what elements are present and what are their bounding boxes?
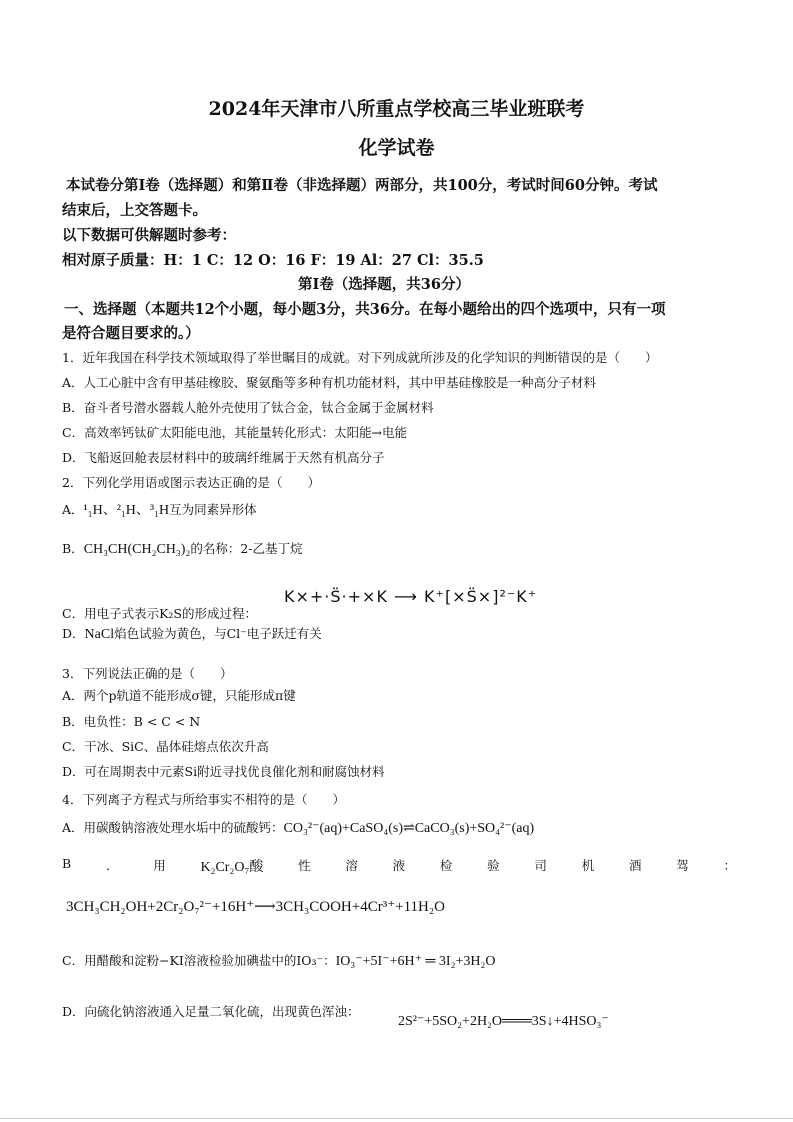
q4-b-char: K₂Cr₂O₇酸: [200, 860, 264, 875]
section-heading: 第Ⅰ卷（选择题，共36分）: [298, 276, 470, 293]
q3-option-d: D．可在周期表中元素Si附近寻找优良催化剂和耐腐蚀材料: [62, 764, 385, 779]
q4-b-char: 机: [581, 858, 595, 873]
q2-b-formula: CH₃CH(CH₂CH₃)₂: [83, 542, 191, 557]
q4-option-d: D．向硫化钠溶液通入足量二氧化硫，出现黄色浑浊：: [62, 1004, 360, 1019]
q2-option-c: C．用电子式表示K₂S的形成过程：: [62, 606, 257, 621]
q4-option-c: [62, 951, 495, 970]
section-instructions-1: 一、选择题（本题共12个小题，每小题3分，共36分。在每小题给出的四个选项中，只有一项: [64, 301, 666, 318]
q4-c-text: C．用醋酸和淀粉−KI溶液检验加碘盐中的IO₃⁻：: [62, 953, 336, 968]
q4-b-formula: 3CH₃CH₂OH+2Cr₂O₇²⁻+16H⁺⟶3CH₃COOH+4Cr³⁺+11H₂O: [66, 899, 445, 915]
q3-option-a: A．两个p轨道不能形成σ键，只能形成π键: [62, 688, 296, 703]
q3-stem: 3．下列说法正确的是（ ）: [62, 666, 233, 681]
q4-b-char: 检: [439, 858, 453, 873]
q3-option-c: C．干冰、SiC、晶体硅熔点依次升高: [62, 739, 269, 754]
q1-option-b: B．奋斗者号潜水器载人舱外壳使用了钛合金，钛合金属于金属材料: [62, 400, 434, 415]
q2-option-b: [62, 539, 303, 558]
q4-b-char: 溶: [345, 858, 358, 873]
q4-d-formula: 2S²⁻+5SO₂+2H₂O═══3S↓+4HSO₃⁻: [398, 1014, 609, 1029]
q2-d-text: 焰色试验为黄色，与Cl⁻电子跃迁有关: [114, 626, 322, 641]
q4-b-char: 性: [298, 858, 311, 873]
q4-stem: 4．下列离子方程式与所给事实不相符的是（ ）: [62, 792, 345, 807]
exam-title: 2024年天津市八所重点学校高三毕业班联考: [208, 98, 585, 120]
q4-b-char: 酒: [628, 858, 642, 873]
q4-b-char: 司: [534, 858, 547, 873]
q2-option-a: [62, 499, 257, 519]
q1-stem: 1．近年我国在科学技术领域取得了举世瞩目的成就。对下列成就所涉及的化学知识的判断错误的是（ ）: [62, 350, 658, 365]
q2-d-formula: NaCl: [84, 627, 115, 642]
section-instructions-2: 是符合题目要求的。）: [62, 325, 200, 342]
q4-b-char: ．: [105, 858, 119, 873]
q1-option-c: C．高效率钙钛矿太阳能电池，其能量转化形式：太阳能→电能: [62, 425, 408, 440]
q2-b-text: 的名称：2-乙基丁烷: [190, 541, 303, 556]
q4-b-char: 液: [392, 858, 406, 873]
q1-option-d: D．飞船返回舱表层材料中的玻璃纤维属于天然有机高分子: [62, 450, 385, 465]
intro-line-1: 本试卷分第Ⅰ卷（选择题）和第Ⅱ卷（非选择题）两部分，共100分，考试时间60分钟。考试: [66, 177, 658, 194]
q4-b-char: ：: [723, 858, 736, 873]
intro-line-2: 结束后，上交答题卡。: [62, 202, 207, 219]
q2-c-electron-dot-formula: K×+·S̈·+×K ⟶ K⁺[×S̈×]²⁻K⁺: [284, 587, 538, 606]
q4-b-char: 驾: [676, 858, 689, 873]
intro-line-3: 以下数据可供解题时参考：: [62, 227, 236, 244]
q2-a-formula: ¹₁H、²₁H、³₁H: [83, 503, 170, 518]
q4-b-char: 验: [487, 858, 500, 873]
q2-a-text: 互为同素异形体: [169, 502, 257, 517]
exam-subtitle: 化学试卷: [358, 137, 435, 159]
q4-c-formula: IO₃⁻+5I⁻+6H⁺ ═ 3I₂+3H₂O: [335, 954, 496, 969]
q2-option-d: [62, 624, 322, 643]
q4-a-formula: CO₃²⁻(aq)+CaSO₄(s)⇌CaCO₃(s)+SO₄²⁻(aq): [283, 821, 535, 836]
q4-a-text: A．用碳酸钠溶液处理水垢中的硫酸钙：: [62, 820, 284, 835]
atomic-mass-line: 相对原子质量：H：1 C：12 O：16 F：19 Al：27 Cl：35.5: [62, 252, 484, 269]
q4-option-b-spread-line: [62, 856, 736, 876]
q2-stem: 2．下列化学用语或图示表达正确的是（ ）: [62, 475, 320, 490]
page-bottom-divider: [0, 1118, 793, 1119]
q2-a-label: A．: [62, 502, 84, 517]
q2-b-label: B．: [62, 541, 84, 556]
q2-d-label: D．: [62, 626, 85, 641]
q4-option-a: [62, 818, 534, 837]
q4-b-char: B: [62, 856, 72, 871]
q3-option-b: B．电负性：B < C < N: [62, 714, 201, 729]
q1-option-a: A．人工心脏中含有甲基硅橡胶、聚氨酯等多种有机功能材料，其中甲基硅橡胶是一种高分子材料: [62, 375, 597, 390]
q4-b-char: 用: [153, 858, 166, 873]
